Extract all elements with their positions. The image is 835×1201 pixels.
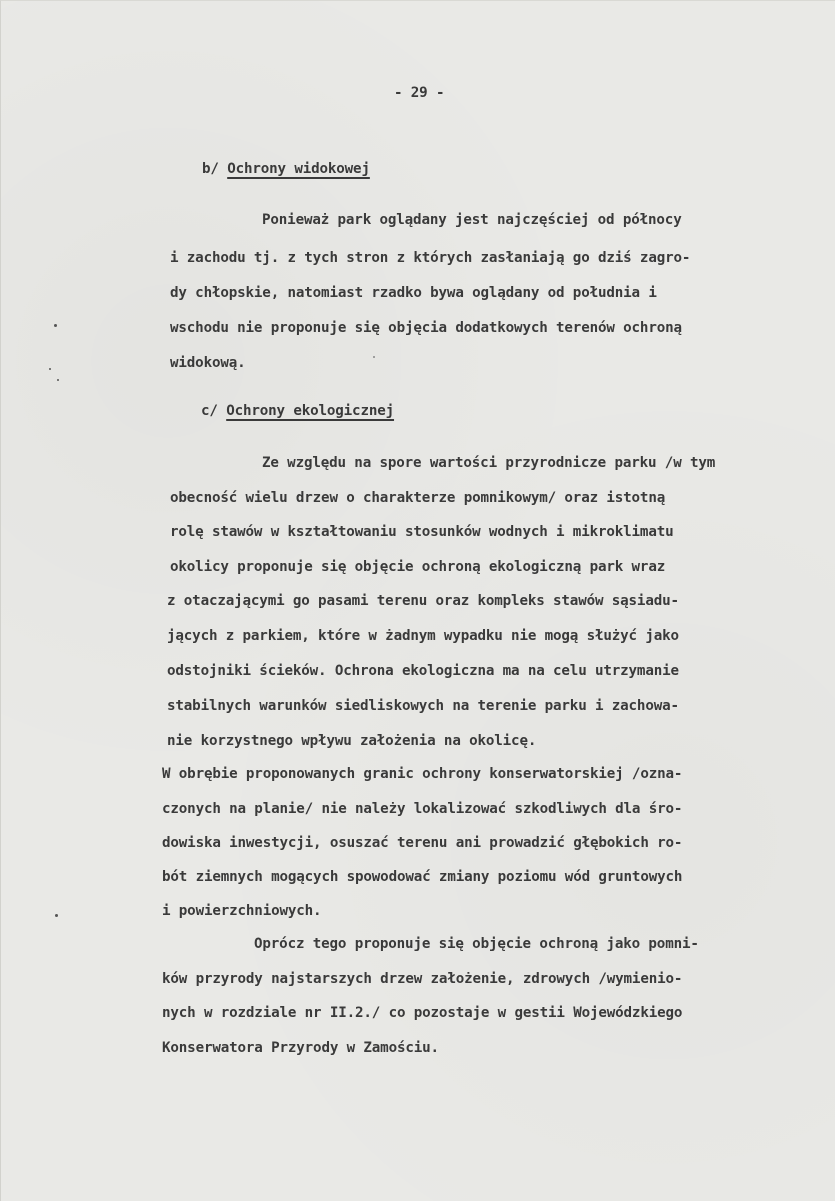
page-number: - 29 - [394, 85, 445, 101]
text-line: widokową. [170, 355, 246, 371]
text-line: obecność wielu drzew o charakterze pomnikowym/ oraz istotną [170, 490, 666, 506]
text-line: dy chłopskie, natomiast rzadko bywa oglądany od południa i [170, 285, 657, 301]
text-line: dowiska inwestycji, osuszać terenu ani prowadzić głębokich ro- [162, 835, 683, 851]
text-line: i powierzchniowych. [162, 903, 322, 919]
section-c-heading-text: Ochrony ekologicznej [226, 403, 395, 419]
text-line: rolę stawów w kształtowaniu stosunków wodnych i mikroklimatu [170, 524, 674, 540]
section-c-heading [201, 402, 394, 420]
text-line: nych w rozdziale nr II.2./ co pozostaje w gestii Wojewódzkiego [162, 1005, 683, 1021]
text-line: odstojniki ścieków. Ochrona ekologiczna ma na celu utrzymanie [167, 663, 679, 679]
scan-speck [49, 368, 51, 370]
text-line: stabilnych warunków siedliskowych na terenie parku i zachowa- [167, 698, 679, 714]
section-b-heading-text: Ochrony widokowej [227, 161, 370, 177]
section-c-prefix: c/ [201, 403, 227, 419]
scan-speck [57, 379, 59, 381]
text-line: i zachodu tj. z tych stron z których zasłaniają go dziś zagro- [170, 250, 691, 266]
text-line: Ponieważ park oglądany jest najczęściej od północy [262, 212, 682, 228]
text-line: Konserwatora Przyrody w Zamościu. [162, 1040, 439, 1056]
section-b-heading [202, 160, 370, 178]
text-line: z otaczającymi go pasami terenu oraz kompleks stawów sąsiadu- [167, 593, 679, 609]
text-line: nie korzystnego wpływu założenia na okolicę. [167, 733, 537, 749]
text-line: Oprócz tego proponuje się objęcie ochroną jako pomni- [254, 936, 699, 952]
scan-speck [373, 356, 375, 358]
scan-speck [54, 324, 57, 327]
text-line: okolicy proponuje się objęcie ochroną ekologiczną park wraz [170, 559, 666, 575]
text-line: W obrębie proponowanych granic ochrony konserwatorskiej /ozna- [162, 766, 683, 782]
text-line: jących z parkiem, które w żadnym wypadku nie mogą służyć jako [167, 628, 679, 644]
text-line: czonych na planie/ nie należy lokalizować szkodliwych dla śro- [162, 801, 683, 817]
section-b-prefix: b/ [202, 161, 228, 177]
text-line: ków przyrody najstarszych drzew założenie, zdrowych /wymienio- [162, 971, 683, 987]
scan-speck [55, 914, 58, 917]
text-line: Ze względu na spore wartości przyrodnicze parku /w tym [262, 455, 716, 471]
text-line: wschodu nie proponuje się objęcia dodatkowych terenów ochroną [170, 320, 682, 336]
text-line: bót ziemnych mogących spowodować zmiany poziomu wód gruntowych [162, 869, 683, 885]
